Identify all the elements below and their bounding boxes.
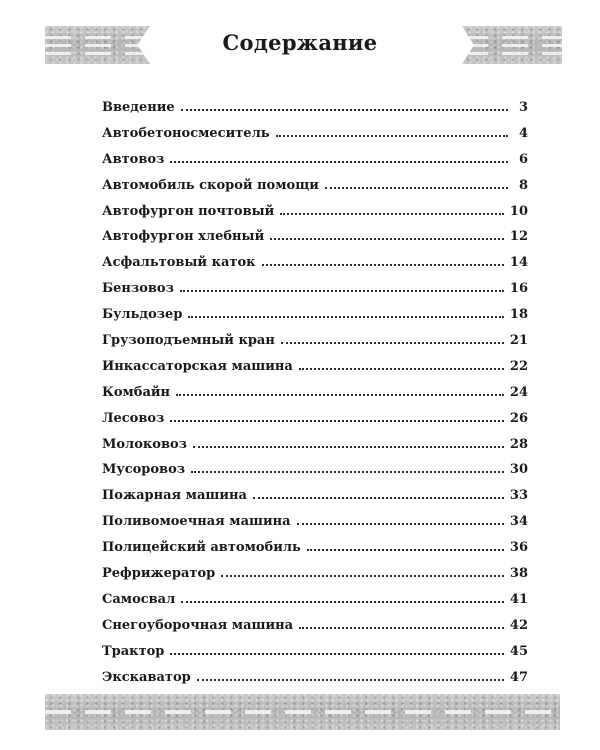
toc-entry-title: Полицейский автомобиль	[102, 540, 301, 556]
toc-entry[interactable]	[102, 100, 528, 126]
toc-entry-title: Автофургон почтовый	[102, 203, 275, 219]
dot-leader	[325, 187, 508, 189]
toc-entry-title: Поливомоечная машина	[102, 514, 291, 530]
toc-entry-title: Бензовоз	[102, 281, 174, 297]
toc-entry-title: Молоковоз	[102, 436, 187, 452]
toc-entry-page-number: 36	[509, 540, 528, 556]
toc-entry[interactable]	[102, 204, 528, 230]
toc-entry-title: Трактор	[102, 643, 165, 659]
toc-entry[interactable]	[102, 152, 528, 178]
toc-entry-title: Бульдозер	[102, 307, 183, 323]
toc-entry-title: Снегоуборочная машина	[102, 617, 294, 633]
toc-entry[interactable]	[102, 566, 528, 592]
toc-entry-page-number: 38	[509, 566, 528, 582]
dot-leader	[299, 627, 504, 629]
dot-leader	[297, 523, 504, 525]
toc-entry[interactable]	[102, 488, 528, 514]
dot-leader	[170, 653, 504, 655]
toc-entry-page-number: 26	[509, 410, 528, 426]
toc-entry-page-number: 6	[518, 151, 528, 167]
dot-leader	[170, 161, 508, 163]
toc-entry-page-number: 3	[518, 100, 528, 115]
toc-entry-page-number: 16	[509, 281, 528, 297]
dot-leader	[193, 446, 504, 448]
toc-entry-title: Мусоровоз	[102, 462, 186, 478]
dot-leader	[262, 264, 504, 266]
toc-entry-page-number: 30	[509, 462, 528, 478]
dot-leader	[280, 213, 504, 215]
dot-leader	[188, 316, 503, 318]
toc-entry[interactable]	[102, 514, 528, 540]
toc-entry-title: Пожарная машина	[102, 488, 247, 504]
toc-entry-title: Грузоподъемный кран	[102, 333, 275, 349]
toc-entry-page-number: 42	[509, 617, 528, 633]
toc-entry-page-number: 47	[509, 669, 528, 685]
dot-leader	[299, 368, 504, 370]
toc-entry-title: Инкассаторская машина	[102, 358, 293, 374]
toc-entry-title: Асфальтовый каток	[102, 255, 256, 271]
toc-entry[interactable]	[102, 126, 528, 152]
toc-entry[interactable]	[102, 670, 528, 696]
toc-entry[interactable]	[102, 592, 528, 618]
toc-entry-page-number: 34	[509, 514, 528, 530]
toc-entry-page-number: 8	[518, 177, 528, 193]
toc-entry[interactable]	[102, 540, 528, 566]
toc-entry-page-number: 12	[509, 229, 528, 245]
toc-entry-title: Автовоз	[102, 151, 165, 167]
dot-leader	[221, 575, 504, 577]
dot-leader	[180, 290, 504, 292]
toc-entry-title: Комбайн	[102, 384, 171, 400]
toc-entry-page-number: 45	[509, 643, 528, 659]
dot-leader	[281, 342, 504, 344]
toc-entry[interactable]	[102, 281, 528, 307]
toc-entry-page-number: 4	[518, 125, 528, 141]
toc-entry-title: Рефрижератор	[102, 566, 216, 582]
toc-entry[interactable]	[102, 229, 528, 255]
toc-entry[interactable]	[102, 644, 528, 670]
toc-entry-title: Автофургон хлебный	[102, 229, 265, 245]
toc-entry-page-number: 10	[509, 203, 528, 219]
dot-leader	[176, 394, 504, 396]
dot-leader	[307, 549, 504, 551]
toc-entry[interactable]	[102, 178, 528, 204]
toc-entry-page-number: 24	[509, 384, 528, 400]
dot-leader	[181, 109, 508, 111]
dot-leader	[276, 135, 508, 137]
toc-entry[interactable]	[102, 618, 528, 644]
toc-entry-page-number: 21	[509, 333, 528, 349]
dot-leader	[181, 601, 504, 603]
toc-entry-title: Введение	[102, 100, 175, 115]
toc-entry[interactable]	[102, 385, 528, 411]
toc-entry[interactable]	[102, 462, 528, 488]
toc-entry[interactable]	[102, 307, 528, 333]
toc-entry[interactable]	[102, 255, 528, 281]
dot-leader	[270, 238, 504, 240]
toc-entry-title: Автомобиль скорой помощи	[102, 177, 319, 193]
dot-leader	[170, 420, 504, 422]
toc-entry[interactable]	[102, 437, 528, 463]
dot-leader	[191, 471, 504, 473]
dot-leader	[253, 497, 504, 499]
toc-entry-page-number: 14	[509, 255, 528, 271]
road-decoration-bottom	[45, 694, 560, 730]
toc-entry[interactable]	[102, 333, 528, 359]
toc-entry-page-number: 33	[509, 488, 528, 504]
toc-entry-page-number: 18	[509, 307, 528, 323]
toc-entry[interactable]	[102, 359, 528, 385]
toc-entry-page-number: 41	[509, 591, 528, 607]
toc-entry-page-number: 28	[509, 436, 528, 452]
page-title: Содержание	[222, 30, 378, 55]
table-of-contents	[102, 100, 528, 695]
toc-entry-page-number: 22	[509, 358, 528, 374]
dot-leader	[197, 679, 504, 681]
toc-entry[interactable]	[102, 411, 528, 437]
toc-entry-title: Самосвал	[102, 591, 176, 607]
toc-entry-title: Экскаватор	[102, 669, 191, 685]
toc-entry-title: Лесовоз	[102, 410, 165, 426]
toc-entry-title: Автобетоносмеситель	[102, 125, 270, 141]
